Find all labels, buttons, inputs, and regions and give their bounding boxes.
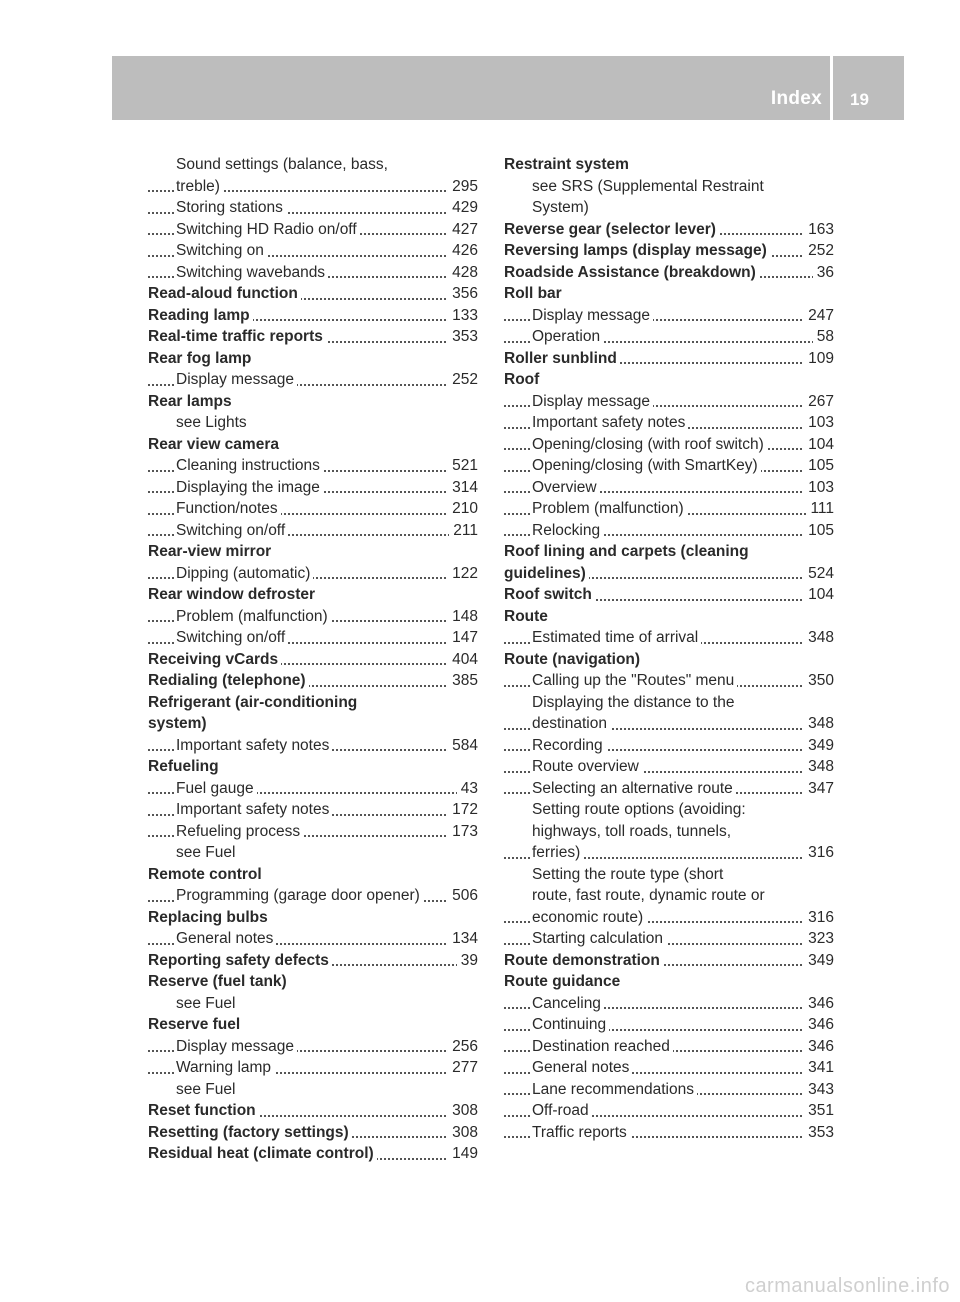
entry-label: Function/notes	[176, 500, 281, 517]
index-subentry	[148, 176, 478, 198]
entry-page-number: 252	[804, 240, 834, 262]
entry-label: Problem (malfunction)	[532, 500, 687, 517]
entry-page-number: 148	[448, 606, 478, 628]
entry-page-number: 210	[448, 498, 478, 520]
index-entry	[148, 756, 478, 778]
entry-label: Traffic reports	[532, 1124, 630, 1141]
index-subentry	[148, 735, 478, 757]
index-subentry	[504, 842, 834, 864]
entry-label: Roof switch	[504, 586, 595, 603]
entry-label: see Lights	[176, 414, 250, 431]
entry-label: Reverse gear (selector lever)	[504, 221, 719, 238]
entry-page-number: 103	[804, 412, 834, 434]
entry-label: Operation	[532, 328, 603, 345]
entry-label: ferries)	[532, 844, 583, 861]
index-subentry	[148, 606, 478, 628]
entry-page-number: 308	[448, 1100, 478, 1122]
entry-page-number: 521	[448, 455, 478, 477]
entry-label: Displaying the distance to the	[532, 694, 737, 711]
entry-label: Refueling	[148, 758, 222, 775]
index-entry	[504, 649, 834, 671]
entry-label: Overview	[532, 479, 600, 496]
index-entry	[148, 971, 478, 993]
index-subentry	[504, 455, 834, 477]
page-number: 19	[850, 90, 869, 109]
entry-page-number: 351	[804, 1100, 834, 1122]
watermark: carmanualsonline.info	[744, 1275, 950, 1297]
entry-label: Refrigerant (air-conditioning	[148, 694, 360, 711]
entry-label: Roadside Assistance (breakdown)	[504, 264, 759, 281]
entry-page-number: 252	[448, 369, 478, 391]
index-subentry	[504, 498, 834, 520]
index-subentry	[148, 520, 478, 542]
index-subentry	[504, 1057, 834, 1079]
entry-label: Redialing (telephone)	[148, 672, 309, 689]
index-subentry	[504, 305, 834, 327]
header-separator	[830, 56, 833, 120]
entry-page-number: 353	[448, 326, 478, 348]
index-subentry	[148, 369, 478, 391]
index-entry	[148, 326, 478, 348]
index-subentry	[504, 821, 834, 843]
index-subentry	[148, 240, 478, 262]
entry-page-number: 58	[813, 326, 834, 348]
entry-page-number: 350	[804, 670, 834, 692]
entry-page-number: 584	[448, 735, 478, 757]
entry-label: Read-aloud function	[148, 285, 301, 302]
entry-label: Rear fog lamp	[148, 350, 254, 367]
entry-label: see Fuel	[176, 1081, 238, 1098]
entry-label: Problem (malfunction)	[176, 608, 331, 625]
entry-label: Display message	[176, 371, 297, 388]
entry-label: Programming (garage door opener)	[176, 887, 423, 904]
index-subentry	[148, 197, 478, 219]
index-entry	[504, 154, 834, 176]
index-entry	[504, 283, 834, 305]
entry-label: Reporting safety defects	[148, 952, 332, 969]
entry-page-number: 247	[804, 305, 834, 327]
index-subentry	[504, 391, 834, 413]
entry-page-number: 39	[457, 950, 478, 972]
entry-page-number: 348	[804, 756, 834, 778]
index-subentry	[148, 778, 478, 800]
index-subentry	[504, 993, 834, 1015]
index-entry	[148, 541, 478, 563]
index-subentry	[504, 627, 834, 649]
index-column-right	[504, 154, 834, 1143]
entry-page-number: 341	[804, 1057, 834, 1079]
index-column-left	[148, 154, 478, 1165]
index-entry	[504, 219, 834, 241]
entry-label: Setting the route type (short	[532, 866, 726, 883]
index-subentry	[148, 1079, 478, 1101]
entry-page-number: 105	[804, 455, 834, 477]
entry-label: Display message	[532, 393, 653, 410]
index-subentry	[504, 670, 834, 692]
entry-label: Reserve fuel	[148, 1016, 243, 1033]
index-entry	[504, 563, 834, 585]
entry-label: Warning lamp	[176, 1059, 274, 1076]
index-entry	[504, 369, 834, 391]
entry-page-number: 173	[448, 821, 478, 843]
index-subentry	[148, 563, 478, 585]
entry-page-number: 316	[804, 907, 834, 929]
index-entry	[148, 864, 478, 886]
entry-label: Display message	[176, 1038, 297, 1055]
index-entry	[504, 262, 834, 284]
index-entry	[148, 305, 478, 327]
entry-page-number: 147	[448, 627, 478, 649]
entry-label: Switching on/off	[176, 522, 288, 539]
index-subentry	[148, 498, 478, 520]
index-subentry	[148, 477, 478, 499]
index-entry	[148, 1143, 478, 1165]
index-subentry	[148, 219, 478, 241]
entry-label: Dipping (automatic)	[176, 565, 313, 582]
entry-page-number: 323	[804, 928, 834, 950]
entry-page-number: 308	[448, 1122, 478, 1144]
index-entry	[504, 240, 834, 262]
entry-label: highways, toll roads, tunnels,	[532, 823, 734, 840]
entry-label: Important safety notes	[176, 801, 332, 818]
index-subentry	[148, 993, 478, 1015]
entry-label: Roll bar	[504, 285, 565, 302]
entry-label: see Fuel	[176, 995, 238, 1012]
entry-label: Starting calculation	[532, 930, 666, 947]
entry-page-number: 267	[804, 391, 834, 413]
index-subentry	[504, 412, 834, 434]
entry-label: Destination reached	[532, 1038, 673, 1055]
entry-page-number: 211	[449, 520, 478, 542]
index-subentry	[504, 176, 834, 198]
entry-page-number: 122	[448, 563, 478, 585]
entry-label: Remote control	[148, 866, 265, 883]
entry-page-number: 428	[448, 262, 478, 284]
index-subentry	[504, 1100, 834, 1122]
entry-label: Restraint system	[504, 156, 632, 173]
entry-page-number: 426	[448, 240, 478, 262]
entry-label: System)	[532, 199, 592, 216]
entry-label: Reset function	[148, 1102, 259, 1119]
entry-label: Displaying the image	[176, 479, 323, 496]
entry-label: Real-time traffic reports	[148, 328, 326, 345]
index-subentry	[504, 326, 834, 348]
entry-label: Rear view camera	[148, 436, 282, 453]
entry-label: Route	[504, 608, 551, 625]
entry-label: Route guidance	[504, 973, 623, 990]
index-subentry	[148, 885, 478, 907]
index-subentry	[504, 885, 834, 907]
index-entry	[148, 434, 478, 456]
index-entry	[148, 649, 478, 671]
entry-page-number: 356	[448, 283, 478, 305]
entry-label: Storing stations	[176, 199, 286, 216]
entry-page-number: 347	[804, 778, 834, 800]
entry-label: Reversing lamps (display message)	[504, 242, 770, 259]
entry-label: Cleaning instructions	[176, 457, 323, 474]
index-entry	[148, 348, 478, 370]
entry-label: Relocking	[532, 522, 603, 539]
entry-page-number: 353	[804, 1122, 834, 1144]
index-subentry	[148, 412, 478, 434]
entry-page-number: 429	[448, 197, 478, 219]
entry-label: Setting route options (avoiding:	[532, 801, 749, 818]
index-subentry	[148, 262, 478, 284]
entry-page-number: 343	[804, 1079, 834, 1101]
entry-label: Residual heat (climate control)	[148, 1145, 377, 1162]
index-subentry	[504, 778, 834, 800]
entry-label: Calling up the "Routes" menu	[532, 672, 737, 689]
index-entry	[504, 348, 834, 370]
entry-label: route, fast route, dynamic route or	[532, 887, 768, 904]
entry-page-number: 104	[804, 434, 834, 456]
index-subentry	[148, 455, 478, 477]
index-subentry	[148, 627, 478, 649]
page-title: Index	[770, 88, 822, 109]
index-subentry	[504, 928, 834, 950]
entry-label: General notes	[532, 1059, 632, 1076]
entry-label: Switching on	[176, 242, 267, 259]
index-entry	[504, 950, 834, 972]
entry-label: Refueling process	[176, 823, 303, 840]
entry-label: Opening/closing (with SmartKey)	[532, 457, 761, 474]
entry-page-number: 104	[804, 584, 834, 606]
index-entry	[148, 713, 478, 735]
entry-label: treble)	[176, 178, 223, 195]
index-subentry	[148, 154, 478, 176]
index-subentry	[504, 520, 834, 542]
entry-label: see Fuel	[176, 844, 238, 861]
entry-label: destination	[532, 715, 610, 732]
entry-label: system)	[148, 715, 210, 732]
entry-page-number: 256	[448, 1036, 478, 1058]
entry-label: Continuing	[532, 1016, 609, 1033]
entry-label: Important safety notes	[532, 414, 688, 431]
entry-label: Receiving vCards	[148, 651, 281, 668]
index-entry	[148, 391, 478, 413]
entry-label: Switching HD Radio on/off	[176, 221, 360, 238]
entry-label: Sound settings (balance, bass,	[176, 156, 391, 173]
entry-label: see SRS (Supplemental Restraint	[532, 178, 767, 195]
index-subentry	[504, 1079, 834, 1101]
entry-page-number: 427	[448, 219, 478, 241]
index-subentry	[504, 864, 834, 886]
entry-page-number: 133	[448, 305, 478, 327]
index-entry	[504, 584, 834, 606]
index-entry	[148, 584, 478, 606]
entry-label: Canceling	[532, 995, 604, 1012]
entry-label: Roof	[504, 371, 542, 388]
index-subentry	[504, 1014, 834, 1036]
entry-page-number: 524	[804, 563, 834, 585]
entry-label: Roller sunblind	[504, 350, 620, 367]
entry-page-number: 105	[804, 520, 834, 542]
entry-label: Important safety notes	[176, 737, 332, 754]
entry-page-number: 103	[804, 477, 834, 499]
index-entry	[148, 283, 478, 305]
entry-label: Display message	[532, 307, 653, 324]
index-entry	[148, 692, 478, 714]
entry-page-number: 295	[448, 176, 478, 198]
index-subentry	[504, 477, 834, 499]
entry-label: Lane recommendations	[532, 1081, 697, 1098]
entry-page-number: 43	[457, 778, 478, 800]
entry-page-number: 349	[804, 735, 834, 757]
entry-page-number: 36	[813, 262, 834, 284]
entry-label: General notes	[176, 930, 276, 947]
index-entry	[504, 971, 834, 993]
entry-label: Resetting (factory settings)	[148, 1124, 352, 1141]
entry-page-number: 506	[448, 885, 478, 907]
entry-label: guidelines)	[504, 565, 589, 582]
index-subentry	[504, 907, 834, 929]
index-subentry	[148, 1036, 478, 1058]
entry-page-number: 348	[804, 627, 834, 649]
index-entry	[148, 670, 478, 692]
index-entry	[148, 1100, 478, 1122]
entry-page-number: 316	[804, 842, 834, 864]
entry-page-number: 314	[448, 477, 478, 499]
entry-label: economic route)	[532, 909, 646, 926]
entry-label: Rear window defroster	[148, 586, 318, 603]
index-entry	[148, 950, 478, 972]
index-subentry	[504, 799, 834, 821]
entry-label: Route demonstration	[504, 952, 663, 969]
entry-page-number: 277	[448, 1057, 478, 1079]
entry-page-number: 163	[804, 219, 834, 241]
entry-label: Switching on/off	[176, 629, 288, 646]
entry-label: Selecting an alternative route	[532, 780, 736, 797]
index-entry	[148, 1014, 478, 1036]
entry-label: Rear-view mirror	[148, 543, 274, 560]
entry-label: Reading lamp	[148, 307, 253, 324]
entry-label: Off-road	[532, 1102, 592, 1119]
entry-label: Replacing bulbs	[148, 909, 271, 926]
entry-page-number: 111	[806, 498, 834, 520]
entry-page-number: 134	[448, 928, 478, 950]
entry-label: Rear lamps	[148, 393, 235, 410]
index-subentry	[504, 197, 834, 219]
index-subentry	[504, 1036, 834, 1058]
index-subentry	[148, 1057, 478, 1079]
index-subentry	[504, 756, 834, 778]
entry-label: Recording	[532, 737, 606, 754]
entry-page-number: 349	[804, 950, 834, 972]
index-subentry	[504, 692, 834, 714]
entry-page-number: 348	[804, 713, 834, 735]
index-subentry	[148, 821, 478, 843]
entry-page-number: 346	[804, 1036, 834, 1058]
entry-label: Route overview	[532, 758, 642, 775]
index-subentry	[148, 928, 478, 950]
entry-page-number: 109	[804, 348, 834, 370]
entry-label: Fuel gauge	[176, 780, 257, 797]
index-subentry	[148, 842, 478, 864]
entry-label: Reserve (fuel tank)	[148, 973, 290, 990]
entry-label: Roof lining and carpets (cleaning	[504, 543, 752, 560]
index-subentry	[504, 713, 834, 735]
index-subentry	[504, 735, 834, 757]
index-entry	[504, 541, 834, 563]
entry-page-number: 404	[448, 649, 478, 671]
index-entry	[148, 907, 478, 929]
index-subentry	[504, 1122, 834, 1144]
index-entry	[504, 606, 834, 628]
entry-page-number: 385	[448, 670, 478, 692]
entry-label: Opening/closing (with roof switch)	[532, 436, 767, 453]
index-subentry	[148, 799, 478, 821]
index-entry	[148, 1122, 478, 1144]
entry-page-number: 346	[804, 993, 834, 1015]
entry-label: Switching wavebands	[176, 264, 328, 281]
index-subentry	[504, 434, 834, 456]
entry-page-number: 149	[448, 1143, 478, 1165]
entry-label: Route (navigation)	[504, 651, 643, 668]
entry-page-number: 172	[448, 799, 478, 821]
entry-label: Estimated time of arrival	[532, 629, 701, 646]
entry-page-number: 346	[804, 1014, 834, 1036]
